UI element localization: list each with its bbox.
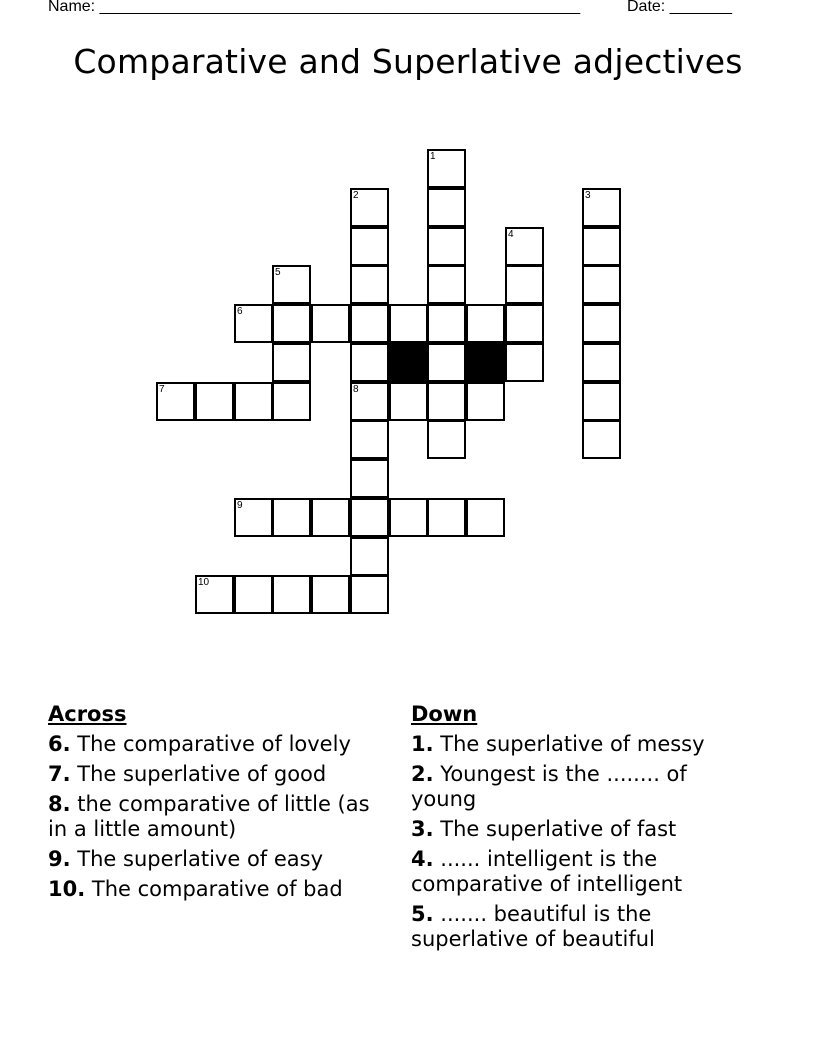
clue-number: 9. bbox=[48, 847, 71, 871]
grid-cell[interactable] bbox=[234, 382, 273, 421]
clue-text: ...... intelligent is the comparative of intelligent bbox=[411, 847, 683, 896]
grid-cell[interactable] bbox=[427, 188, 466, 227]
grid-cell[interactable] bbox=[234, 498, 273, 537]
grid-cell[interactable] bbox=[427, 420, 466, 459]
grid-cell[interactable] bbox=[389, 304, 428, 343]
page-title: Comparative and Superlative adjectives bbox=[73, 42, 743, 81]
grid-cell[interactable] bbox=[272, 304, 311, 343]
grid-cell[interactable] bbox=[505, 227, 544, 266]
name-field: Name: ______________________________________________________ bbox=[48, 0, 581, 15]
clue-number: 8. bbox=[48, 792, 71, 816]
clue-number: 10. bbox=[48, 877, 86, 901]
clue-text: The superlative of fast bbox=[440, 817, 677, 841]
grid-cell[interactable] bbox=[350, 343, 389, 382]
grid-cell[interactable] bbox=[350, 188, 389, 227]
clue-number: 7. bbox=[48, 762, 71, 786]
grid-cell[interactable] bbox=[350, 382, 389, 421]
grid-cell[interactable] bbox=[582, 382, 621, 421]
across-heading: Across bbox=[48, 702, 127, 726]
grid-cell[interactable] bbox=[427, 304, 466, 343]
grid-cell[interactable] bbox=[272, 575, 311, 614]
grid-cell[interactable] bbox=[350, 420, 389, 459]
grid-cell[interactable] bbox=[350, 498, 389, 537]
down-clues bbox=[411, 702, 751, 957]
clue-number: 6. bbox=[48, 732, 71, 756]
clue-text: The superlative of easy bbox=[77, 847, 324, 871]
clue-number: 2. bbox=[411, 762, 434, 786]
clue-number-label: 5 bbox=[275, 267, 281, 278]
grid-cell[interactable] bbox=[427, 227, 466, 266]
date-field: Date: _______ bbox=[627, 0, 732, 15]
grid-cell[interactable] bbox=[389, 382, 428, 421]
grid-cell[interactable] bbox=[272, 343, 311, 382]
grid-cell[interactable] bbox=[389, 498, 428, 537]
clue-number: 3. bbox=[411, 817, 434, 841]
grid-cell[interactable] bbox=[427, 149, 466, 188]
grid-cell[interactable] bbox=[582, 227, 621, 266]
grid-cell[interactable] bbox=[156, 382, 195, 421]
grid-cell[interactable] bbox=[582, 188, 621, 227]
grid-cell[interactable] bbox=[505, 304, 544, 343]
grid-cell[interactable] bbox=[272, 382, 311, 421]
grid-cell[interactable] bbox=[195, 575, 234, 614]
grid-cell[interactable] bbox=[272, 265, 311, 304]
black-cell bbox=[389, 343, 428, 382]
clue-text: The superlative of messy bbox=[440, 732, 705, 756]
grid-cell[interactable] bbox=[505, 343, 544, 382]
down-clue bbox=[411, 902, 751, 952]
grid-cell[interactable] bbox=[350, 575, 389, 614]
clue-text: ....... beautiful is the superlative of beautiful bbox=[411, 902, 655, 951]
clue-number-label: 9 bbox=[237, 500, 243, 511]
clue-number-label: 7 bbox=[159, 384, 165, 395]
grid-cell[interactable] bbox=[311, 575, 350, 614]
clue-text: The comparative of lovely bbox=[77, 732, 351, 756]
clue-text: The superlative of good bbox=[77, 762, 327, 786]
grid-cell[interactable] bbox=[466, 498, 505, 537]
grid-cell[interactable] bbox=[350, 227, 389, 266]
clue-number-label: 1 bbox=[430, 151, 436, 162]
across-clue bbox=[48, 877, 388, 902]
clue-number-label: 10 bbox=[198, 577, 210, 588]
across-clue bbox=[48, 847, 388, 872]
grid-cell[interactable] bbox=[311, 498, 350, 537]
grid-cell[interactable] bbox=[582, 343, 621, 382]
down-clue bbox=[411, 762, 751, 812]
clue-number: 5. bbox=[411, 902, 434, 926]
clue-number-label: 4 bbox=[508, 229, 514, 240]
grid-cell[interactable] bbox=[582, 265, 621, 304]
grid-cell[interactable] bbox=[427, 498, 466, 537]
grid-cell[interactable] bbox=[466, 304, 505, 343]
across-clue bbox=[48, 762, 388, 787]
down-clue bbox=[411, 732, 751, 757]
grid-cell[interactable] bbox=[582, 304, 621, 343]
grid-cell[interactable] bbox=[427, 382, 466, 421]
grid-cell[interactable] bbox=[195, 382, 234, 421]
grid-cell[interactable] bbox=[350, 265, 389, 304]
grid-cell[interactable] bbox=[427, 265, 466, 304]
clue-number-label: 3 bbox=[585, 190, 591, 201]
clue-text: The comparative of bad bbox=[91, 877, 343, 901]
grid-cell[interactable] bbox=[350, 537, 389, 576]
grid-cell[interactable] bbox=[350, 459, 389, 498]
clue-number-label: 8 bbox=[353, 384, 359, 395]
grid-cell[interactable] bbox=[427, 343, 466, 382]
across-clue bbox=[48, 792, 388, 842]
down-clue bbox=[411, 817, 751, 842]
black-cell bbox=[466, 343, 505, 382]
clue-number: 4. bbox=[411, 847, 434, 871]
down-clue bbox=[411, 847, 751, 897]
across-clue bbox=[48, 732, 388, 757]
grid-cell[interactable] bbox=[582, 420, 621, 459]
clue-number-label: 2 bbox=[353, 190, 359, 201]
across-clues bbox=[48, 702, 388, 907]
grid-cell[interactable] bbox=[505, 265, 544, 304]
clue-text: the comparative of little (as in a little amount) bbox=[48, 792, 370, 841]
grid-cell[interactable] bbox=[466, 382, 505, 421]
clue-number-label: 6 bbox=[237, 306, 243, 317]
grid-cell[interactable] bbox=[234, 575, 273, 614]
grid-cell[interactable] bbox=[234, 304, 273, 343]
down-heading: Down bbox=[411, 702, 478, 726]
grid-cell[interactable] bbox=[350, 304, 389, 343]
clue-text: Youngest is the ........ of young bbox=[411, 762, 687, 811]
grid-cell[interactable] bbox=[311, 304, 350, 343]
clue-number: 1. bbox=[411, 732, 434, 756]
grid-cell[interactable] bbox=[272, 498, 311, 537]
